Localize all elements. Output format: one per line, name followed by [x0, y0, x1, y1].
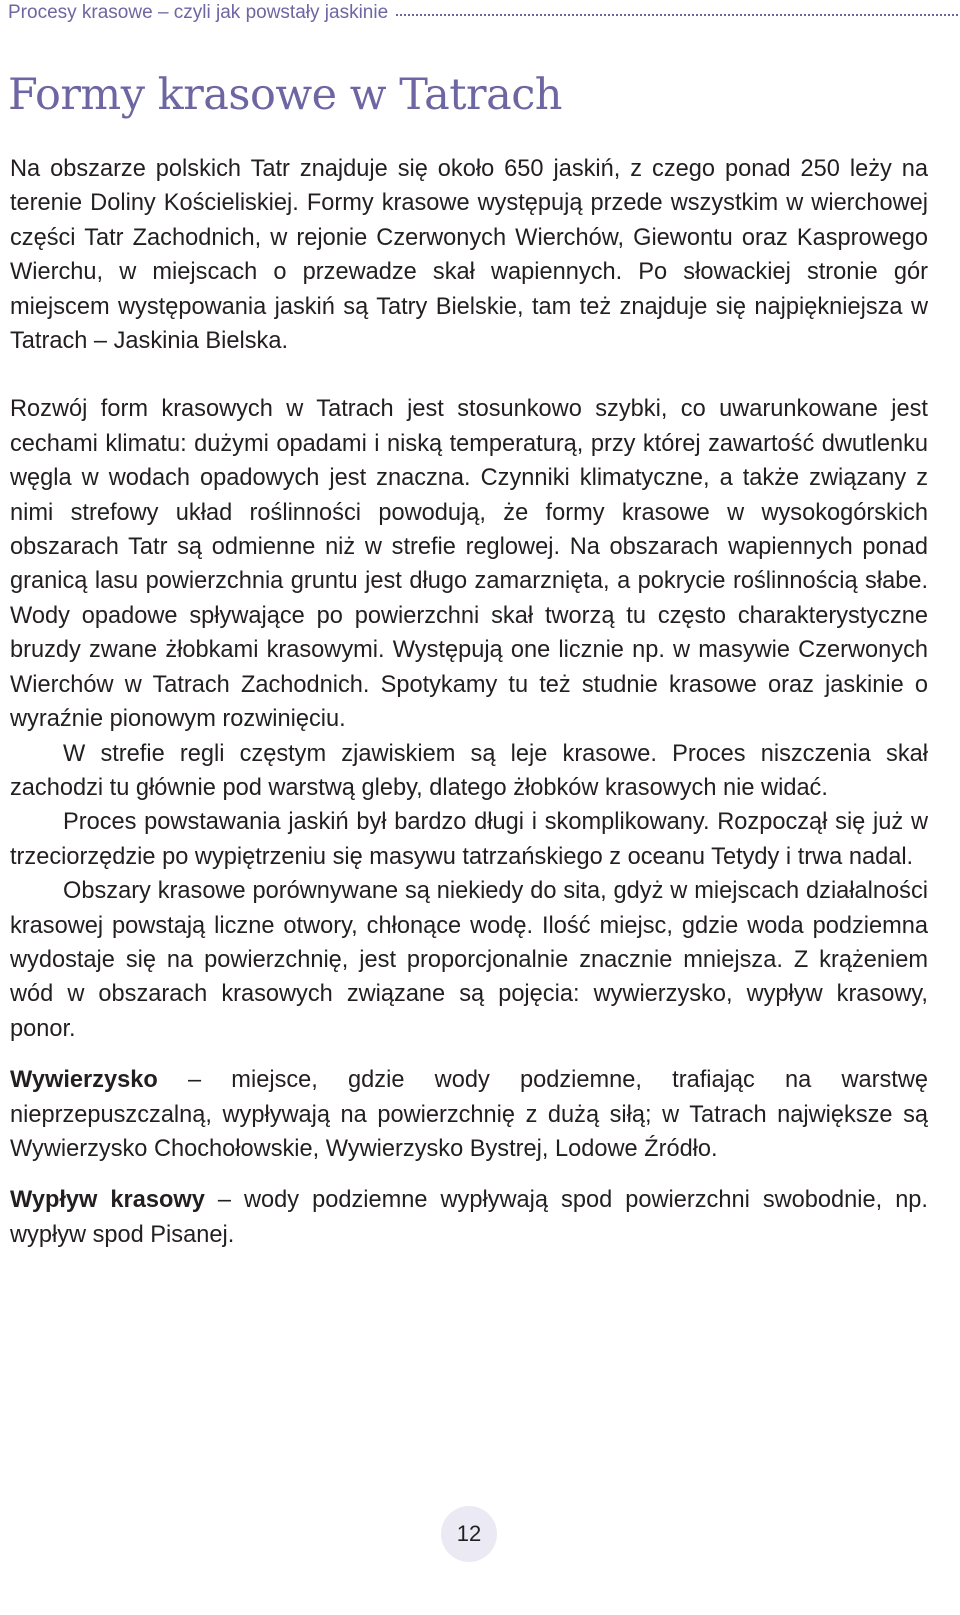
paragraph-development: Rozwój form krasowych w Tatrach jest stosunkowo szybki, co uwarunkowane jest cechami klimatu: dużymi opadami i niską temperaturą, przy której zawartość dwutlenku węgla w wodach opadowych jest znaczna. Czynniki klimatyczne, a także związany z nimi strefowy układ roślinności powodują, że formy krasowe w wysokogórskich obszarach Tatr są odmienne niż w strefie reglowej. Na obszarach wapiennych ponad granicą lasu powierzchnia gruntu jest długo zamarznięta, a pokrycie roślinnością słabe. Wody opadowe spływające po powierzchni skał tworzą tu często charakterystyczne bruzdy zwane żłobkami krasowymi. Występują one licznie np. w masywie Czerwonych Wierchów w Tatrach Zachodnich. Spotykamy tu też studnie krasowe oraz jaskinie o wyraźnie pionowym rozwinięciu. — [10, 396, 928, 733]
definition-text: – miejsce, gdzie wody podziemne, trafiając na warstwę nieprzepuszczalną, wypływają na powierzchnię z dużą siłą; w Tatrach największe są Wywierzysko Chochołowskie, Wywierzysko Bystrej, Lodowe Źródło. — [10, 1067, 928, 1162]
paragraph-regle: W strefie regli częstym zjawiskiem są leje krasowe. Proces niszczenia skał zachodzi tu głównie pod warstwą gleby, dlatego żłobków krasowych nie widać. — [10, 740, 928, 801]
page-number-badge — [441, 1506, 497, 1562]
page-title: Formy krasowe w Tatrach — [8, 70, 562, 120]
definition-term: Wypływ krasowy — [10, 1187, 205, 1214]
article-body — [10, 152, 928, 1252]
running-head-dotted-leader — [396, 0, 958, 16]
definition-wywierzysko — [10, 1063, 928, 1166]
definition-wyplyw-krasowy — [10, 1183, 928, 1252]
running-head-text: Procesy krasowe – czyli jak powstały jaskinie — [8, 2, 389, 23]
paragraph-intro: Na obszarze polskich Tatr znajduje się około 650 jaskiń, z czego ponad 250 leży na terenie Doliny Kościeliskiej. Formy krasowe występują przede wszystkim w wierchowej części Tatr Zachodnich, w rejonie Czerwonych Wierchów, Giewontu oraz Kasprowego Wierchu, w miejscach o przewadze skał wapiennych. Po słowackiej stronie gór miejscem występowania jaskiń są Tatry Bielskie, tam też znajduje się najpiękniejsza w Tatrach – Jaskinia Bielska. — [10, 156, 928, 355]
running-head — [8, 2, 958, 32]
paragraph-sieve: Obszary krasowe porównywane są niekiedy do sita, gdyż w miejscach działalności krasowej powstają liczne otwory, chłonące wodę. Ilość miejsc, gdzie woda podziemna wydostaje się na powierzchnię, jest proporcjonalnie znacznie mniejsza. Z krążeniem wód w obszarach krasowych związane są pojęcia: wywierzysko, wypływ krasowy, ponor. — [10, 878, 928, 1042]
page-number: 12 — [456, 1521, 482, 1546]
paragraph-cave-formation: Proces powstawania jaskiń był bardzo długi i skomplikowany. Rozpoczął się już w trzeciorzędzie po wypiętrzeniu się masywu tatrzańskiego z oceanu Tetydy i trwa nadal. — [10, 809, 928, 870]
definition-term: Wywierzysko — [10, 1067, 158, 1094]
definition-text: – wody podziemne wypływają spod powierzchni swobodnie, np. wypływ spod Pisanej. — [10, 1187, 928, 1248]
